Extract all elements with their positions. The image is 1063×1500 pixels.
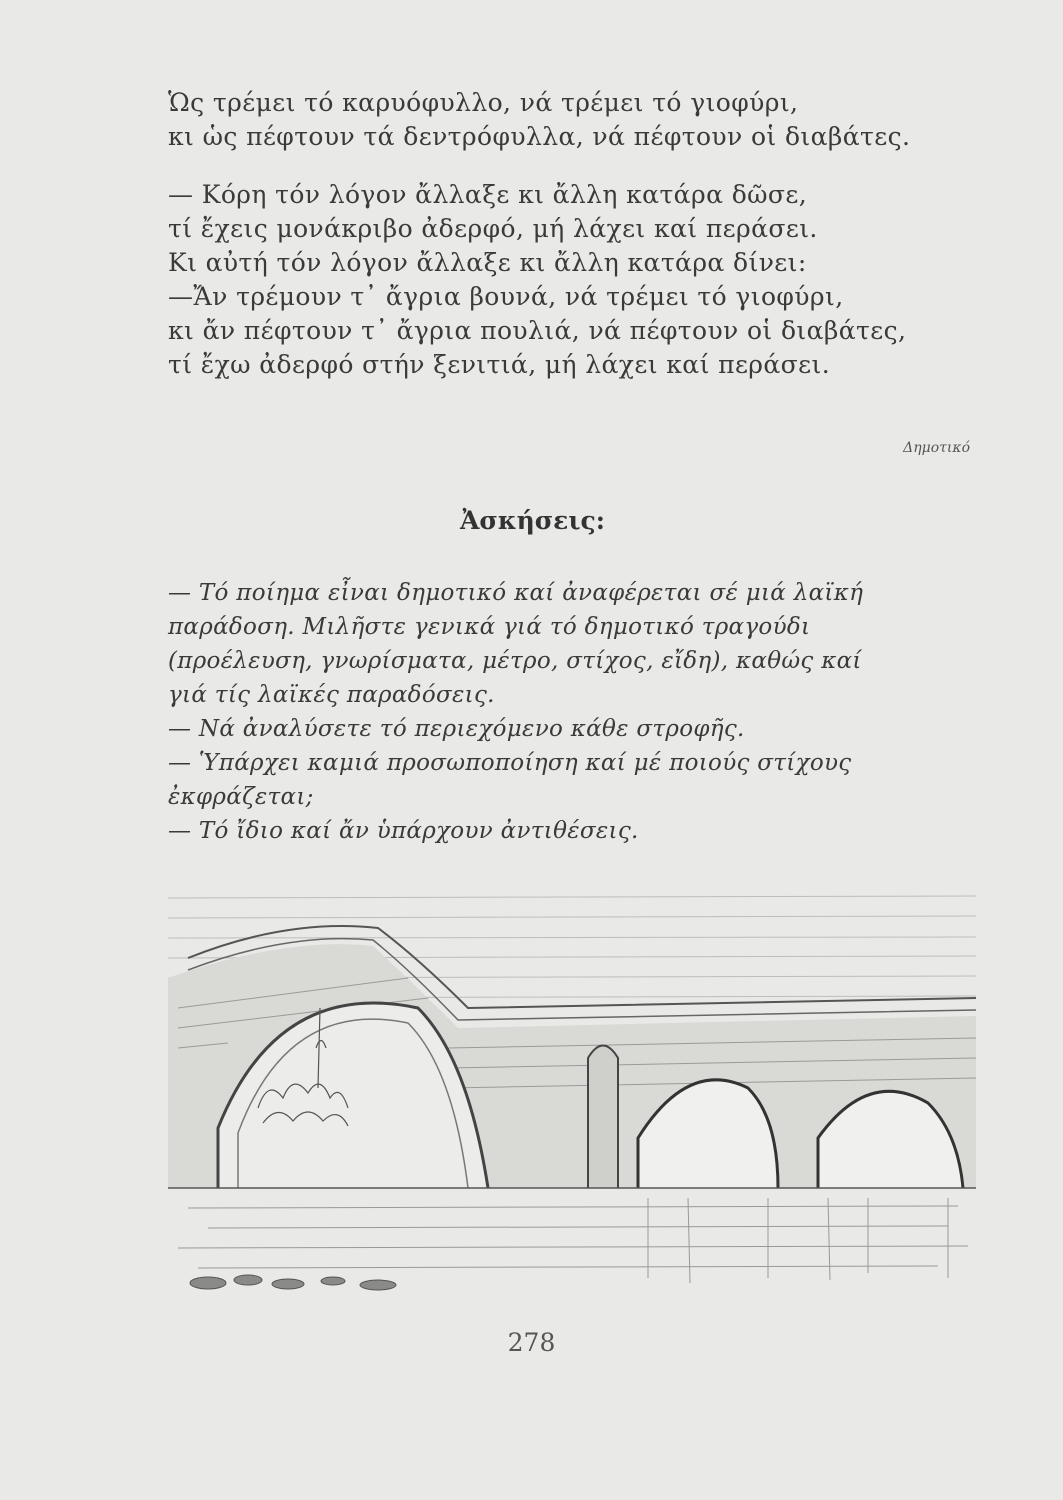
poem: [168, 86, 968, 382]
poem-line: — Κόρη τόν λόγον ἄλλαξε κι ἄλλη κατάρα δῶσε,: [168, 180, 808, 209]
exercise-line: γιά τίς λαϊκές παραδόσεις.: [168, 682, 495, 708]
exercise-line: παράδοση. Μιλῆστε γενικά γιά τό δημοτικό τραγούδι: [168, 614, 811, 640]
exercise-line: — Νά ἀναλύσετε τό περιεχόμενο κάθε στροφῆς.: [168, 716, 745, 742]
poem-source: Δημοτικό: [903, 440, 970, 456]
poem-line: τί ἔχεις μονάκριβο ἀδερφό, μή λάχει καί περάσει.: [168, 214, 818, 243]
poem-line: Ὡς τρέμει τό καρυόφυλλο, νά τρέμει τό γιοφύρι,: [168, 88, 799, 117]
poem-line: κι ἄν πέφτουν τ᾽ ἄγρια πουλιά, νά πέφτουν οἱ διαβάτες,: [168, 316, 907, 345]
exercises-heading: Ἀσκήσεις:: [460, 506, 605, 535]
exercise-line: (προέλευση, γνωρίσματα, μέτρο, στίχος, εἴδη), καθώς καί: [168, 648, 862, 674]
stone-arch-bridge-drawing-icon: [168, 888, 976, 1298]
poem-line: —Ἄν τρέμουν τ᾽ ἄγρια βουνά, νά τρέμει τό γιοφύρι,: [168, 282, 844, 311]
exercise-line: — Τό ἴδιο καί ἄν ὑπάρχουν ἀντιθέσεις.: [168, 818, 639, 844]
stanza-gap: [168, 154, 968, 178]
exercises-list: [168, 576, 968, 848]
page-number: 278: [507, 1328, 556, 1357]
exercise-line: — Τό ποίημα εἶναι δημοτικό καί ἀναφέρεται σέ μιά λαϊκή: [168, 580, 864, 606]
exercise-line: — Ὑπάρχει καμιά προσωποποίηση καί μέ ποιούς στίχους: [168, 750, 852, 776]
poem-line: Κι αὐτή τόν λόγον ἄλλαξε κι ἄλλη κατάρα δίνει:: [168, 248, 807, 277]
exercise-line: ἐκφράζεται;: [168, 784, 314, 810]
poem-line: τί ἔχω ἀδερφό στήν ξενιτιά, μή λάχει καί περάσει.: [168, 350, 831, 379]
poem-line: κι ὡς πέφτουν τά δεντρόφυλλα, νά πέφτουν οἱ διαβάτες.: [168, 122, 911, 151]
